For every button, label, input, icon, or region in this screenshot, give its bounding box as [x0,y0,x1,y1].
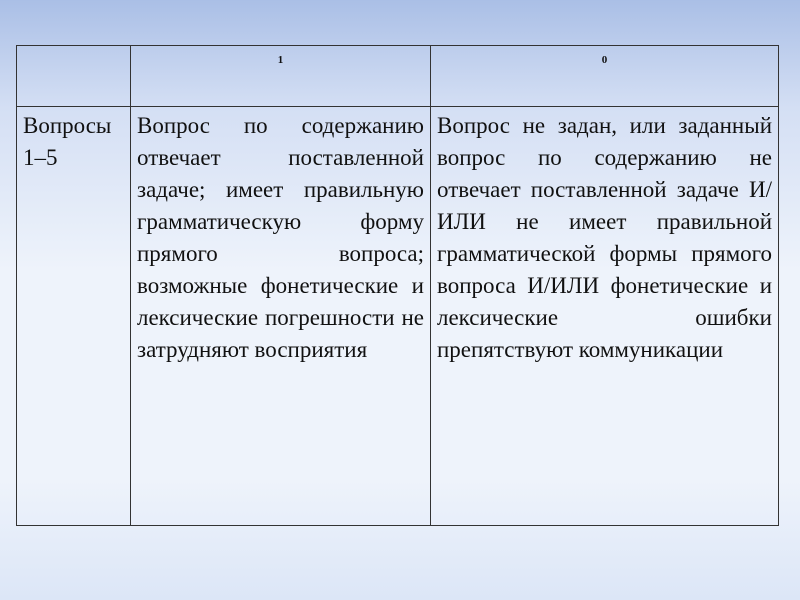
header-score-0: 0 [431,46,779,107]
table-row [17,107,779,526]
header-empty-cell [17,46,131,107]
assessment-criteria-table [16,45,779,526]
header-score-1: 1 [131,46,431,107]
criteria-score-0: Вопрос не задан, или заданный вопрос по содержанию не отвечает поставленной задаче И/ИЛИ не имеет правильной грамматической формы прямого вопроса И/ИЛИ фонетические и лексические ошибки препятствуют коммуникации [431,107,779,526]
criteria-score-1: Вопрос по содержанию отвечает поставленной задаче; имеет правильную грамматическую форму прямого вопроса; возможные фонетические и лексические погрешности не затрудняют восприятия [131,107,431,526]
row-label-questions: Вопросы 1–5 [17,107,131,526]
table-header-row [17,46,779,107]
